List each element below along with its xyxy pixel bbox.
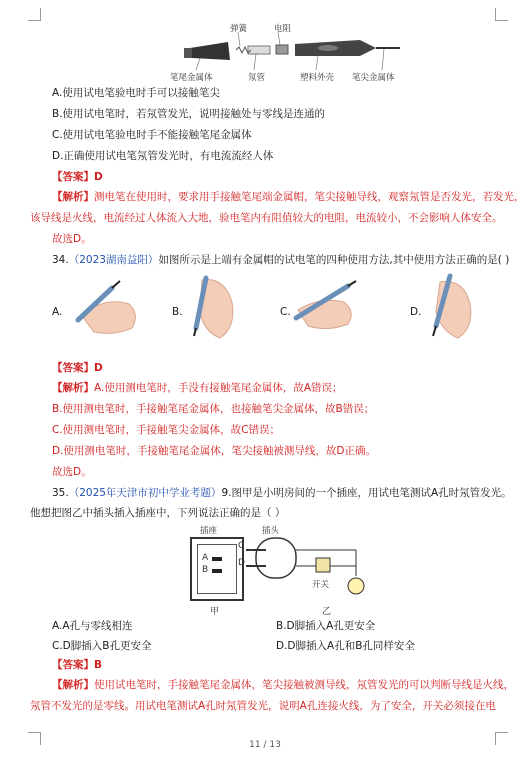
q34-figure-d <box>420 272 480 344</box>
q33-analysis-line-1 <box>52 190 525 204</box>
analysis-text: A.使用测电笔时，手没有接触笔尾金属体，故A错误； <box>94 382 343 394</box>
label-tip-metal: 笔尖金属体 <box>352 73 395 83</box>
label-tail-metal: 笔尾金属体 <box>170 73 213 83</box>
question-number: 34. <box>52 254 69 266</box>
question-number: 35. <box>52 487 69 499</box>
q35-option-a: A.A孔与零线相连 <box>52 620 133 632</box>
q35-option-c: C.D脚插入B孔更安全 <box>52 640 152 652</box>
hand-holding-pen-d <box>420 272 480 344</box>
analysis-label: 【解析】 <box>52 382 94 394</box>
q34-answer <box>52 361 103 375</box>
label-plastic: 塑料外壳 <box>300 73 335 83</box>
q34-analysis-line-1 <box>52 381 343 395</box>
answer-value: D <box>94 362 103 374</box>
q33-analysis-line-2: 该导线是火线，电流经过人体流入大地，验电笔内有阻值较大的电阻，电流较小，不会影响人体安全。 <box>30 212 503 224</box>
analysis-text: 使用试电笔时，手接触笔尾金属体，笔尖接触被测导线，氖管发光的可以判断导线是火线， <box>94 679 514 691</box>
q33-option-d: D.正确使用试电笔氖管发光时，有电流流经人体 <box>52 150 274 162</box>
q34-analysis-line-2: B.使用测电笔时，手接触笔尾金属体，也接触笔尖金属体，故B错误； <box>52 403 375 415</box>
label-spring: 弹簧 <box>230 24 248 34</box>
q35-option-d: D.D脚插入A孔和B孔同样安全 <box>276 640 415 652</box>
plug-circuit-figure <box>238 532 378 606</box>
q35-analysis-line-1 <box>52 678 514 692</box>
question-stem: 9.图甲是小明房间的一个插座，用试电笔测试A孔时氖管发光。 <box>221 487 512 499</box>
q34-analysis-line-4: D.使用测电笔时，手接触笔尾金属体，笔尖接触被测导线，故D正确。 <box>52 445 377 457</box>
analysis-label: 【解析】 <box>52 679 94 691</box>
q33-option-b: B.使用试电笔时，若氖管发光，说明接触处与零线是连通的 <box>52 108 326 120</box>
answer-label: 【答案】 <box>52 362 94 374</box>
q34-figure-b <box>184 272 244 344</box>
q34-figure-label-c: C. <box>280 306 291 318</box>
plug-circuit-illustration <box>238 532 378 606</box>
switch-label: 开关 <box>312 580 330 590</box>
socket-hole-a-label: A <box>202 553 209 563</box>
answer-value: D <box>94 171 103 183</box>
answer-label: 【答案】 <box>52 171 94 183</box>
q35-stem-line-2: 他想把图乙中插头插入插座中，下列说法正确的是（ ） <box>30 507 286 519</box>
question-source: （2023湖南益阳） <box>68 254 159 266</box>
socket-hole-b-label: B <box>202 565 209 575</box>
q33-option-c: C.使用试电笔验电时手不能接触笔尾金属体 <box>52 129 252 141</box>
question-source: （2025年天津市初中学业考题） <box>68 487 222 499</box>
q34-figure-c <box>292 276 362 338</box>
q34-stem <box>52 253 509 267</box>
hand-holding-pen-a <box>74 276 144 342</box>
crop-mark-top-left <box>28 8 41 21</box>
q34-figure-label-d: D. <box>410 306 422 318</box>
plug-pin-d-label: D <box>238 558 245 568</box>
hand-holding-pen-c <box>292 276 362 338</box>
analysis-text: 测电笔在使用时，要求用手接触笔尾端金属帽，笔尖接触导线，观察氖管是否发光，若发光， <box>94 191 525 203</box>
socket-hole-a <box>212 557 222 561</box>
q34-analysis-line-3: C.使用测电笔时，手接触笔尖金属体，故C错误； <box>52 424 280 436</box>
q34-figure-a <box>74 276 144 342</box>
q35-analysis-line-2: 氖管不发光的是零线。用试电笔测试A孔时氖管发光，说明A孔连接火线，为了安全，开关必须接在电 <box>30 700 496 712</box>
q34-conclusion: 故选D。 <box>52 466 92 478</box>
socket-hole-b <box>212 569 222 573</box>
hand-holding-pen-b <box>184 272 244 344</box>
socket-title: 插座 <box>200 526 218 536</box>
page-number: 11 / 13 <box>249 740 281 750</box>
q35-answer <box>52 658 102 672</box>
q34-figure-label-a: A. <box>52 306 63 318</box>
question-stem: 如图所示是上端有金属帽的试电笔的四种使用方法,其中使用方法正确的是( ) <box>158 254 510 266</box>
plug-title: 插头 <box>262 526 280 536</box>
q34-figure-label-b: B. <box>172 306 183 318</box>
label-neon: 氖管 <box>248 73 266 83</box>
crop-mark-top-right <box>495 8 508 21</box>
plug-pin-c-label: C <box>238 541 245 551</box>
answer-value: B <box>94 659 103 671</box>
figure-yi-caption: 乙 <box>322 607 332 617</box>
socket-figure <box>190 537 244 601</box>
q33-option-a: A.使用试电笔验电时手可以接触笔尖 <box>52 87 220 99</box>
label-resistor: 电阻 <box>274 24 292 34</box>
figure-jia-caption: 甲 <box>210 607 220 617</box>
q33-conclusion: 故选D。 <box>52 233 92 245</box>
q35-stem-line-1 <box>52 486 512 500</box>
answer-label: 【答案】 <box>52 659 94 671</box>
analysis-label: 【解析】 <box>52 191 94 203</box>
q35-option-b: B.D脚插入A孔更安全 <box>276 620 376 632</box>
q33-answer <box>52 170 103 184</box>
